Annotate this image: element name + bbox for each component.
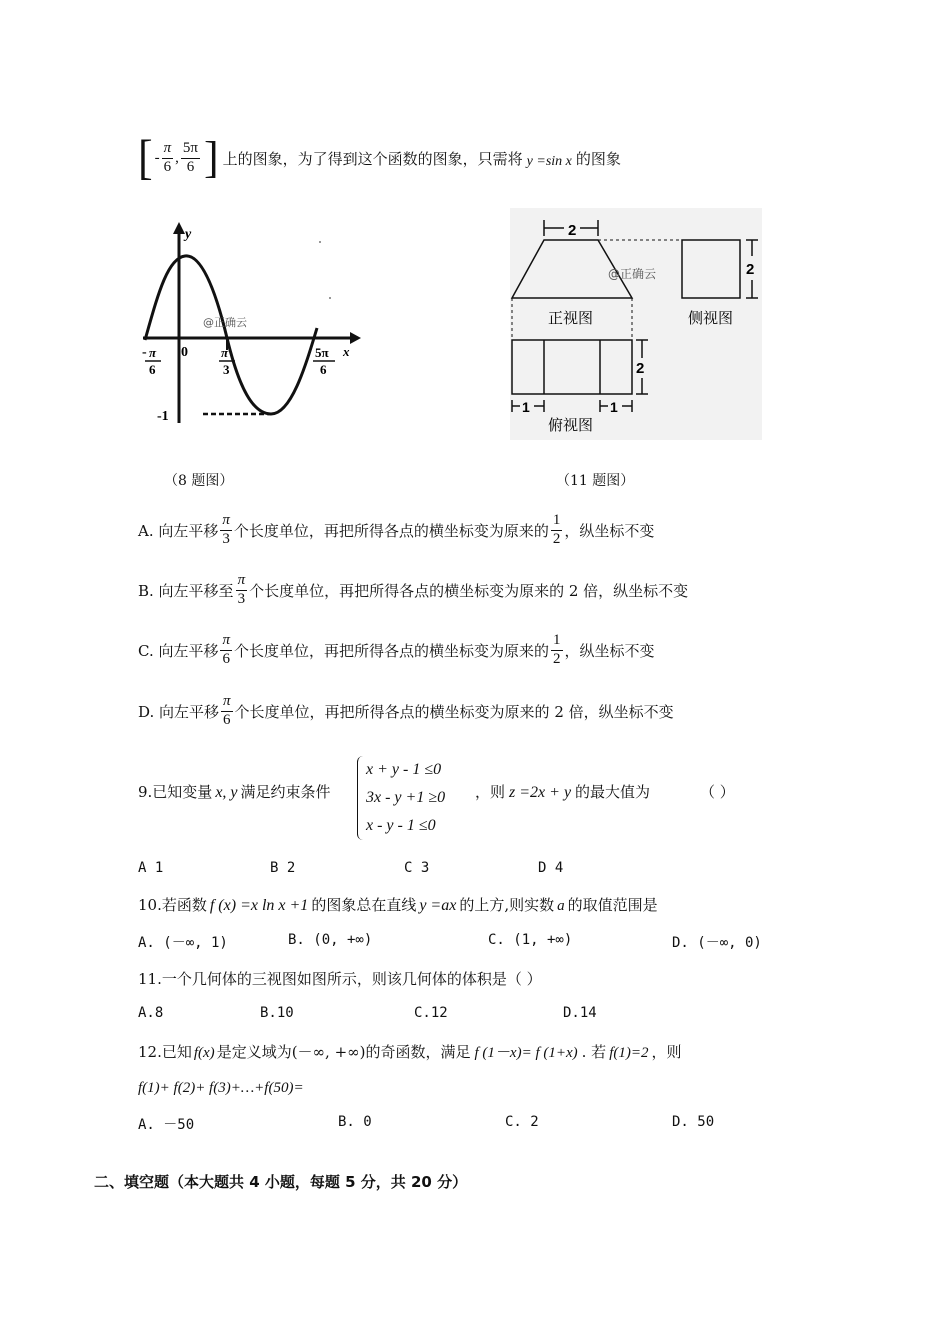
q12-option-a: A. －50 [138, 1117, 195, 1133]
q12-option-c: C. 2 [505, 1114, 539, 1130]
y-min-label: -1 [157, 409, 169, 424]
q11-stem: 11.一个几何体的三视图如图所示，则该几何体的体积是（ ） [138, 970, 542, 988]
interval-low: $\frac{\pi}{6}$ [163, 140, 172, 175]
q10-option-b: B. (0, +∞) [288, 932, 373, 948]
q9-stem-left: 9.已知变量 x, y 满足约束条件 [138, 783, 331, 801]
fig8-graph [135, 218, 365, 433]
sine-curve [145, 256, 317, 414]
q8-option-c: C. 向左平移 $\frac{\pi}{6}$ 个长度单位，再把所得各点的横坐标变为原来的 $\frac{1}{2}$ ，纵坐标不变 [138, 632, 655, 667]
constraint-3: x - y - 1 ≤0 [366, 817, 436, 834]
intro-text: 上的图象，为了得到这个函数的图象，只需将 [222, 149, 523, 168]
watermark: @正确云 [608, 267, 657, 281]
q9-option-b: B 2 [270, 860, 296, 876]
tick-mid-num: π [221, 345, 229, 360]
q9-stem-right: ，则 z =2x + y 的最大值为 [475, 783, 651, 801]
top-width-label: 2 [568, 222, 577, 239]
fig8-caption: （8 题图） [164, 473, 234, 489]
q9-option-a: A 1 [138, 860, 164, 876]
q12-sum: f(1)+ f(2)+ f(3)+…+f(50)= [138, 1080, 304, 1096]
section-title: 二、填空题（本大题共 4 小题，每题 5 分，共 20 分） [94, 1173, 468, 1191]
fig11-caption: （11 题图） [556, 473, 635, 489]
front-view-label: 正视图 [548, 309, 594, 327]
side-view-label: 侧视图 [688, 309, 734, 327]
q10-option-c: C. (1, +∞) [488, 932, 573, 948]
intro-line: [ - $\frac{\pi}{6}$ , $\frac{5\pi}{6}$ ] 上的图象，为了得到这个函数的图象，只需将 y =sin x 的图象 [138, 130, 621, 185]
interval-high: $\frac{5\pi}{6}$ [182, 140, 198, 175]
q9-option-c: C 3 [404, 860, 430, 876]
tick-neg-den: 6 [149, 362, 156, 377]
origin-label: 0 [181, 345, 188, 360]
constraint-1: x + y - 1 ≤0 [366, 761, 442, 778]
x-axis-label: x [343, 344, 350, 359]
q12-option-d: D. 50 [672, 1114, 715, 1130]
y-axis-label: y [185, 227, 192, 242]
q9-option-d: D 4 [538, 860, 564, 876]
interval-bracket-left: [ [138, 130, 153, 185]
q9-constraints [357, 756, 445, 840]
top-height-label: 2 [636, 360, 645, 377]
bottom-left-label: 1 [522, 399, 530, 415]
q12-stem: 12.已知 f(x) 是定义域为(－∞, +∞)的奇函数，满足 f (1－x)= f (1+x) . 若 f(1)=2 ，则 [138, 1043, 682, 1061]
bottom-right-label: 1 [610, 399, 618, 415]
q8-option-a: A. 向左平移 $\frac{\pi}{3}$ 个长度单位，再把所得各点的横坐标变为原来的 $\frac{1}{2}$ ，纵坐标不变 [138, 512, 655, 547]
tick-neg-num: π [149, 345, 157, 360]
q10-option-a: A. (－∞, 1) [138, 935, 228, 951]
watermark: @正确云 [203, 316, 247, 329]
q10-stem: 10.若函数 f (x) =x ln x +1 的图象总在直线 y =ax 的上方,则实数 a 的取值范围是 [138, 896, 658, 914]
intro-text-end: 的图象 [575, 149, 621, 168]
tick-mid-den: 3 [223, 362, 230, 377]
q8-option-d: D. 向左平移 $\frac{\pi}{6}$ 个长度单位，再把所得各点的横坐标变为原来的 2 倍，纵坐标不变 [138, 693, 674, 728]
fig11-three-views [510, 208, 762, 440]
tick-right-num: 5π [315, 345, 329, 360]
top-view-label: 俯视图 [548, 416, 594, 434]
q11-option-a: A.8 [138, 1005, 164, 1021]
interval-minus: - [154, 149, 160, 166]
side-height-label: 2 [746, 261, 755, 278]
q12-option-b: B. 0 [338, 1114, 372, 1130]
x-arrow [350, 332, 361, 344]
q11-option-b: B.10 [260, 1005, 294, 1021]
q9-paren: （ ） [700, 783, 735, 801]
q11-option-c: C.12 [414, 1005, 448, 1021]
y-arrow [173, 222, 185, 234]
q8-option-b: B. 向左平移至 $\frac{\pi}{3}$ 个长度单位，再把所得各点的横坐标变为原来的 2 倍，纵坐标不变 [138, 572, 689, 607]
constraint-2: 3x - y +1 ≥0 [366, 789, 446, 806]
q10-option-d: D. (－∞, 0) [672, 935, 762, 951]
tick-right-den: 6 [320, 362, 327, 377]
q11-option-d: D.14 [563, 1005, 597, 1021]
tick-neg-sign: - [142, 345, 147, 360]
interval-bracket-right: ] [204, 133, 219, 182]
intro-func: y =sin x [526, 154, 572, 169]
